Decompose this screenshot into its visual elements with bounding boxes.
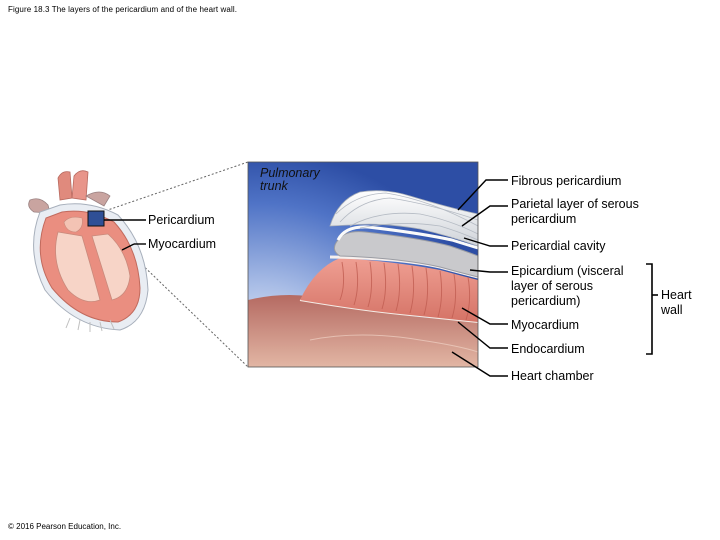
label-heart-wall: Heart wall	[661, 288, 692, 317]
figure-caption: Figure 18.3 The layers of the pericardium and of the heart wall.	[8, 5, 238, 14]
label-myocardium-right: Myocardium	[511, 318, 580, 332]
label-epicardium: Epicardium (visceral layer of serous pericardium)	[511, 264, 624, 308]
label-heart-chamber: Heart chamber	[511, 369, 594, 383]
label-pericardial-cavity: Pericardial cavity	[511, 239, 606, 253]
label-pulmonary-trunk: Pulmonary trunk	[260, 166, 320, 193]
heart-wall-bracket	[646, 264, 652, 354]
zoom-box	[88, 211, 104, 226]
label-pericardium: Pericardium	[148, 213, 215, 227]
label-fibrous-pericardium: Fibrous pericardium	[511, 174, 622, 188]
label-endocardium: Endocardium	[511, 342, 585, 356]
label-parietal-layer: Parietal layer of serous pericardium	[511, 197, 639, 226]
heart-illustration	[29, 171, 148, 332]
copyright-notice: © 2016 Pearson Education, Inc.	[8, 522, 122, 531]
label-myocardium-left: Myocardium	[148, 237, 217, 251]
zoom-connector-top	[102, 162, 248, 212]
